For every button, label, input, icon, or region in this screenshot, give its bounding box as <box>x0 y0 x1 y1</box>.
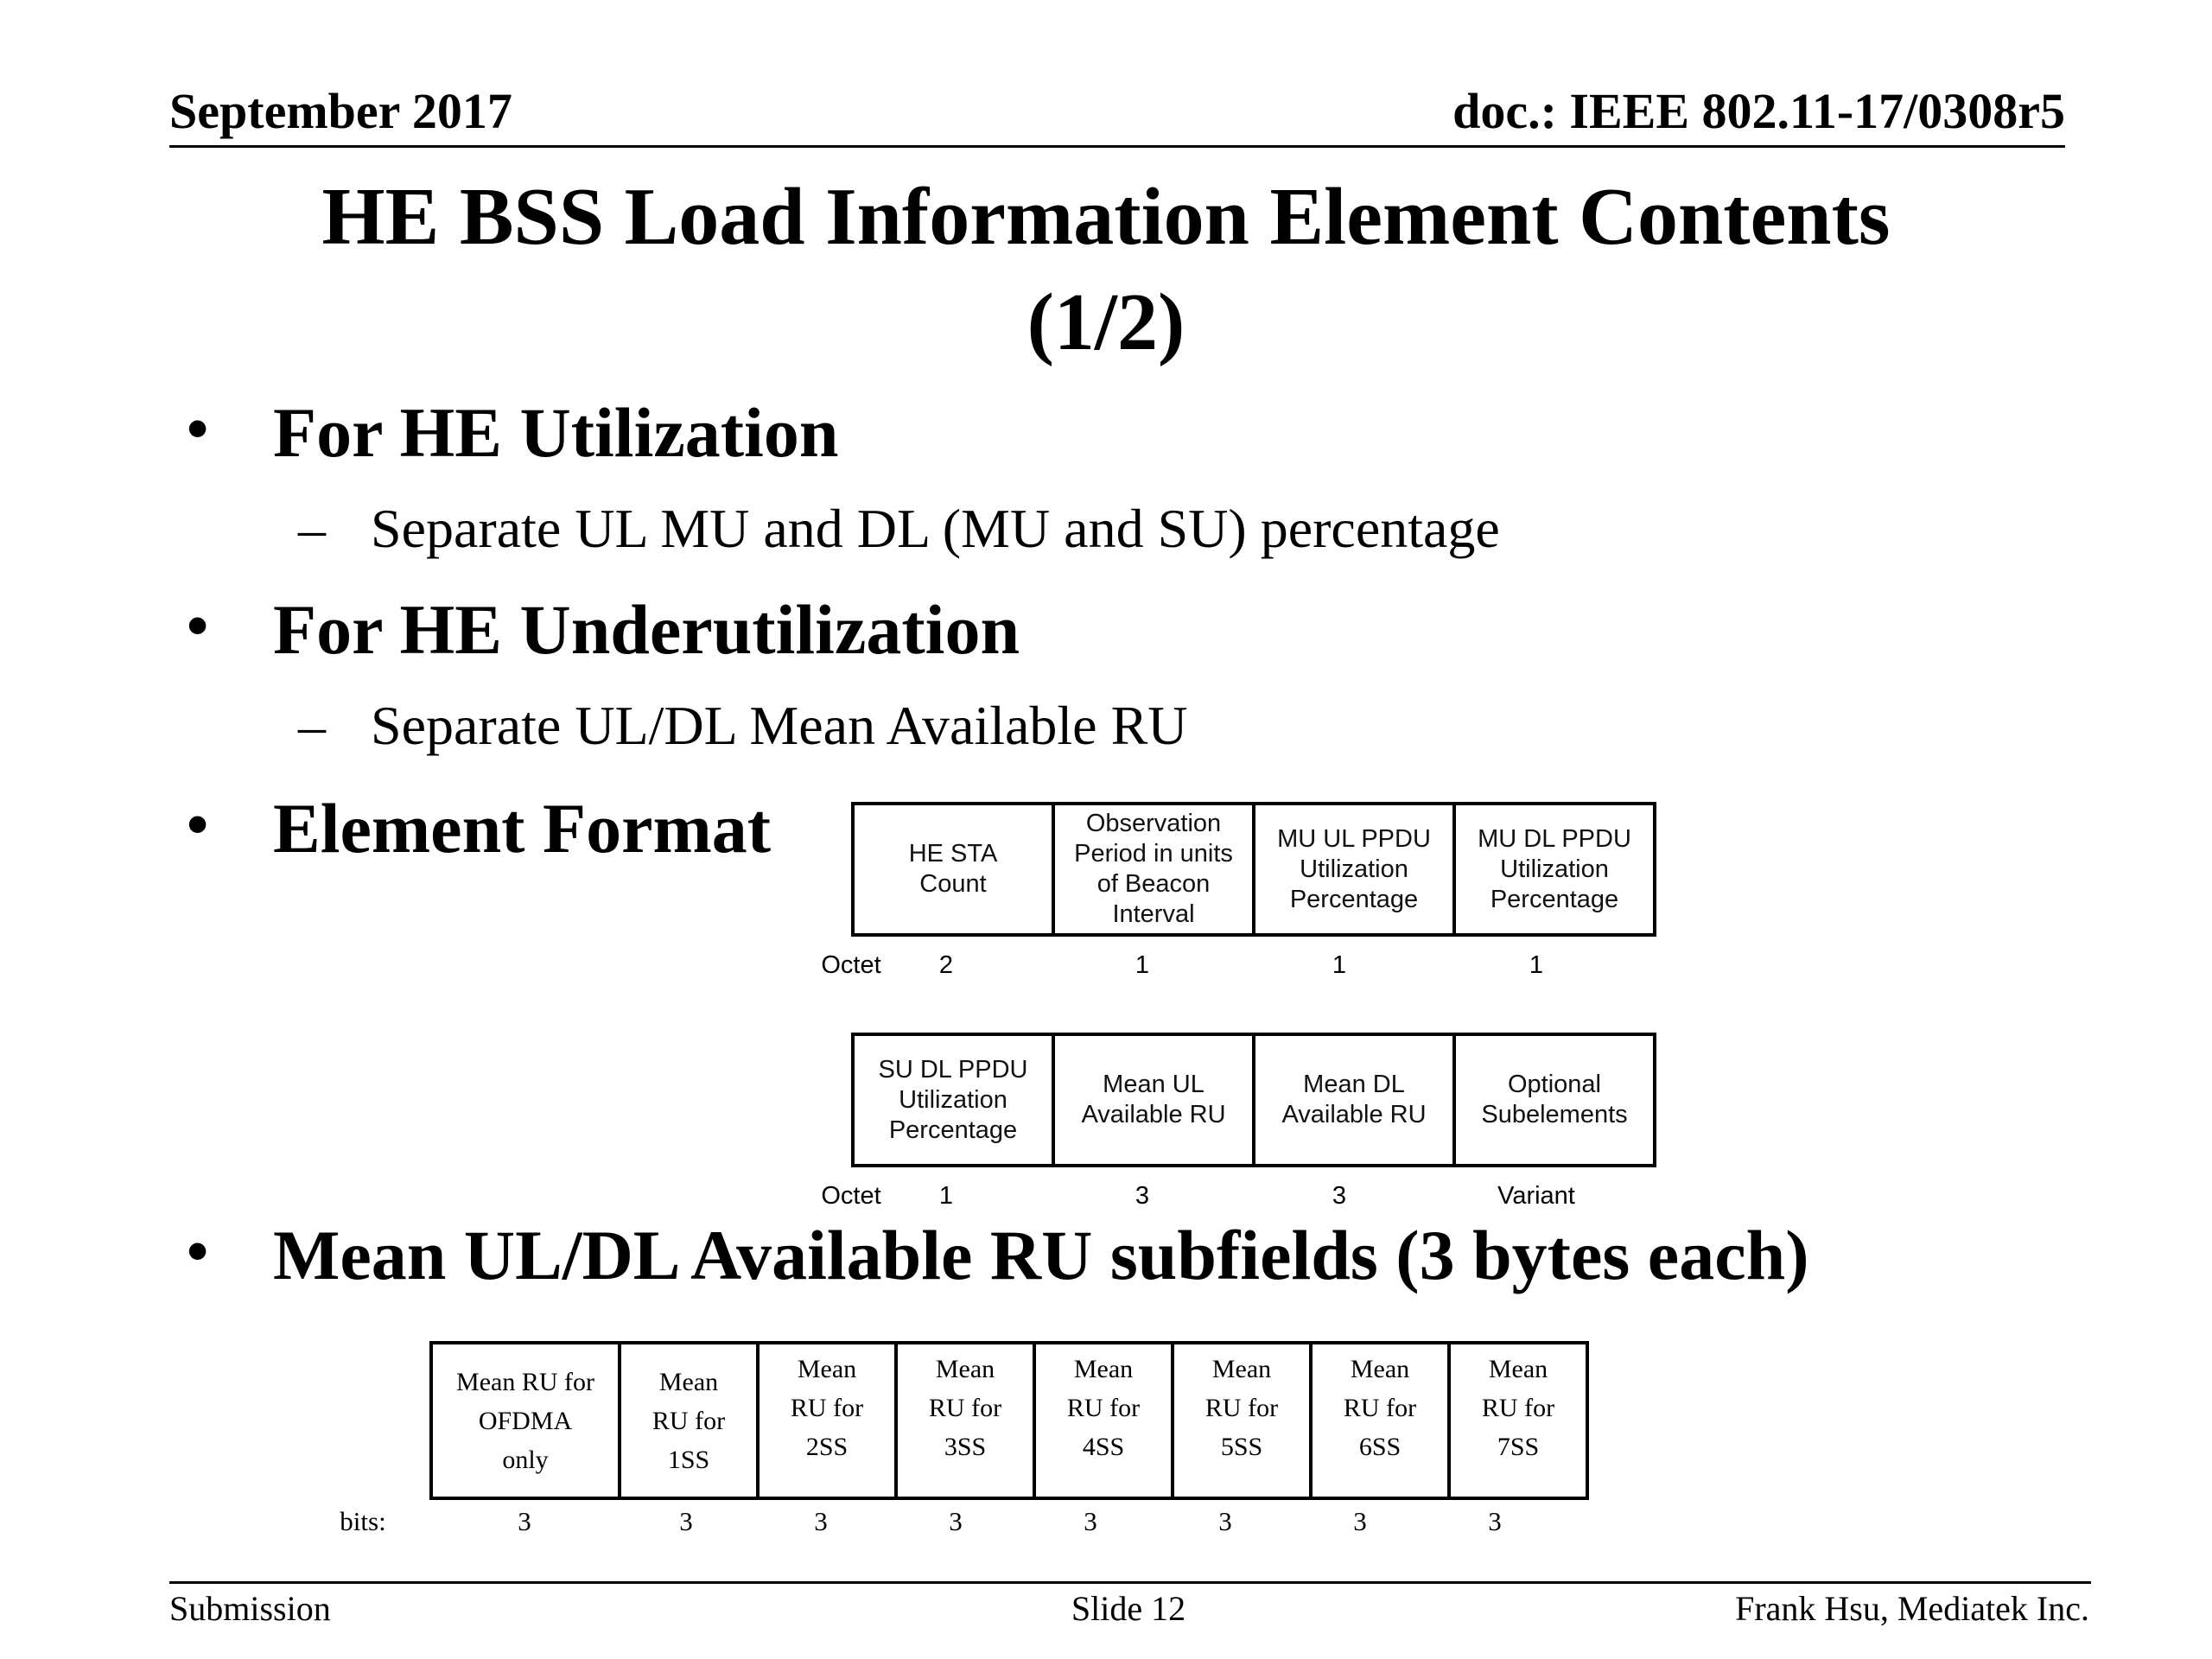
bullet-text: Mean UL/DL Available RU subfields (3 bytes each) <box>273 1216 1809 1294</box>
octet-value: 3 <box>1135 1182 1150 1210</box>
bullet-text: For HE Utilization <box>273 393 839 472</box>
octet-value: 3 <box>1332 1182 1347 1210</box>
footer-author: Frank Hsu, Mediatek Inc. <box>1735 1589 2089 1628</box>
bits-value: 3 <box>1218 1506 1232 1536</box>
field-su-dl-ppdu: SU DL PPDU Utilization Percentage <box>853 1034 1053 1166</box>
field-mean-ru-6ss: Mean RU for 6SS <box>1311 1343 1449 1498</box>
ru-subfields-table <box>429 1341 1589 1500</box>
bits-value: 3 <box>679 1506 693 1536</box>
bullet-marker: • <box>187 790 209 859</box>
element-format-table-1 <box>851 802 1656 937</box>
field-mean-ru-7ss: Mean RU for 7SS <box>1449 1343 1587 1498</box>
bullet-marker: • <box>187 591 209 660</box>
octet-value: Variant <box>1497 1182 1575 1210</box>
field-mu-dl-ppdu: MU DL PPDU Utilization Percentage <box>1454 804 1655 935</box>
subbullet-marker: – <box>298 695 326 756</box>
field-mean-ru-2ss: Mean RU for 2SS <box>758 1343 896 1498</box>
bits-value: 3 <box>1084 1506 1097 1536</box>
field-mean-ru-5ss: Mean RU for 5SS <box>1173 1343 1311 1498</box>
bits-value: 3 <box>814 1506 828 1536</box>
header-rule <box>169 145 2065 148</box>
field-mean-ru-4ss: Mean RU for 4SS <box>1034 1343 1173 1498</box>
field-optional-subelements: Optional Subelements <box>1454 1034 1655 1166</box>
octet-label: Octet <box>821 951 881 979</box>
footer-rule <box>169 1581 2091 1584</box>
octet-value: 1 <box>1332 951 1347 979</box>
bullet-text: Element Format <box>273 789 772 868</box>
subbullet-text: Separate UL/DL Mean Available RU <box>371 695 1188 756</box>
header-doc-id: doc.: IEEE 802.11-17/0308r5 <box>1452 83 2065 139</box>
field-mean-ru-3ss: Mean RU for 3SS <box>896 1343 1034 1498</box>
octet-value: 1 <box>1135 951 1150 979</box>
bits-value: 3 <box>949 1506 963 1536</box>
bits-value: 3 <box>518 1506 531 1536</box>
field-mean-ul-available-ru: Mean UL Available RU <box>1053 1034 1254 1166</box>
subbullet-marker: – <box>298 498 326 559</box>
field-mean-dl-available-ru: Mean DL Available RU <box>1254 1034 1454 1166</box>
field-mean-ru-ofdma-only: Mean RU for OFDMA only <box>431 1343 620 1498</box>
bits-label: bits: <box>340 1506 386 1536</box>
bullet-marker: • <box>187 394 209 463</box>
bullet-marker: • <box>187 1217 209 1286</box>
footer-submission: Submission <box>169 1589 331 1628</box>
field-observation-period: Observation Period in units of Beacon Interval <box>1053 804 1254 935</box>
element-format-table-2 <box>851 1033 1656 1167</box>
subbullet-text: Separate UL MU and DL (MU and SU) percentage <box>371 498 1500 559</box>
octet-value: 2 <box>938 951 954 979</box>
header-date: September 2017 <box>169 83 512 139</box>
footer-slide-number: Slide 12 <box>1071 1589 1186 1628</box>
slide-title <box>0 164 2212 375</box>
bits-value: 3 <box>1353 1506 1367 1536</box>
octet-value: 1 <box>1529 951 1544 979</box>
slide-title-line1: HE BSS Load Information Element Contents <box>321 172 1891 262</box>
octet-value: 1 <box>938 1182 954 1210</box>
octet-label: Octet <box>821 1182 881 1210</box>
field-mu-ul-ppdu: MU UL PPDU Utilization Percentage <box>1254 804 1454 935</box>
field-mean-ru-1ss: Mean RU for 1SS <box>620 1343 758 1498</box>
field-he-sta-count: HE STA Count <box>853 804 1053 935</box>
slide-title-line2: (1/2) <box>1027 277 1185 367</box>
bits-value: 3 <box>1488 1506 1502 1536</box>
bullet-text: For HE Underutilization <box>273 590 1020 669</box>
